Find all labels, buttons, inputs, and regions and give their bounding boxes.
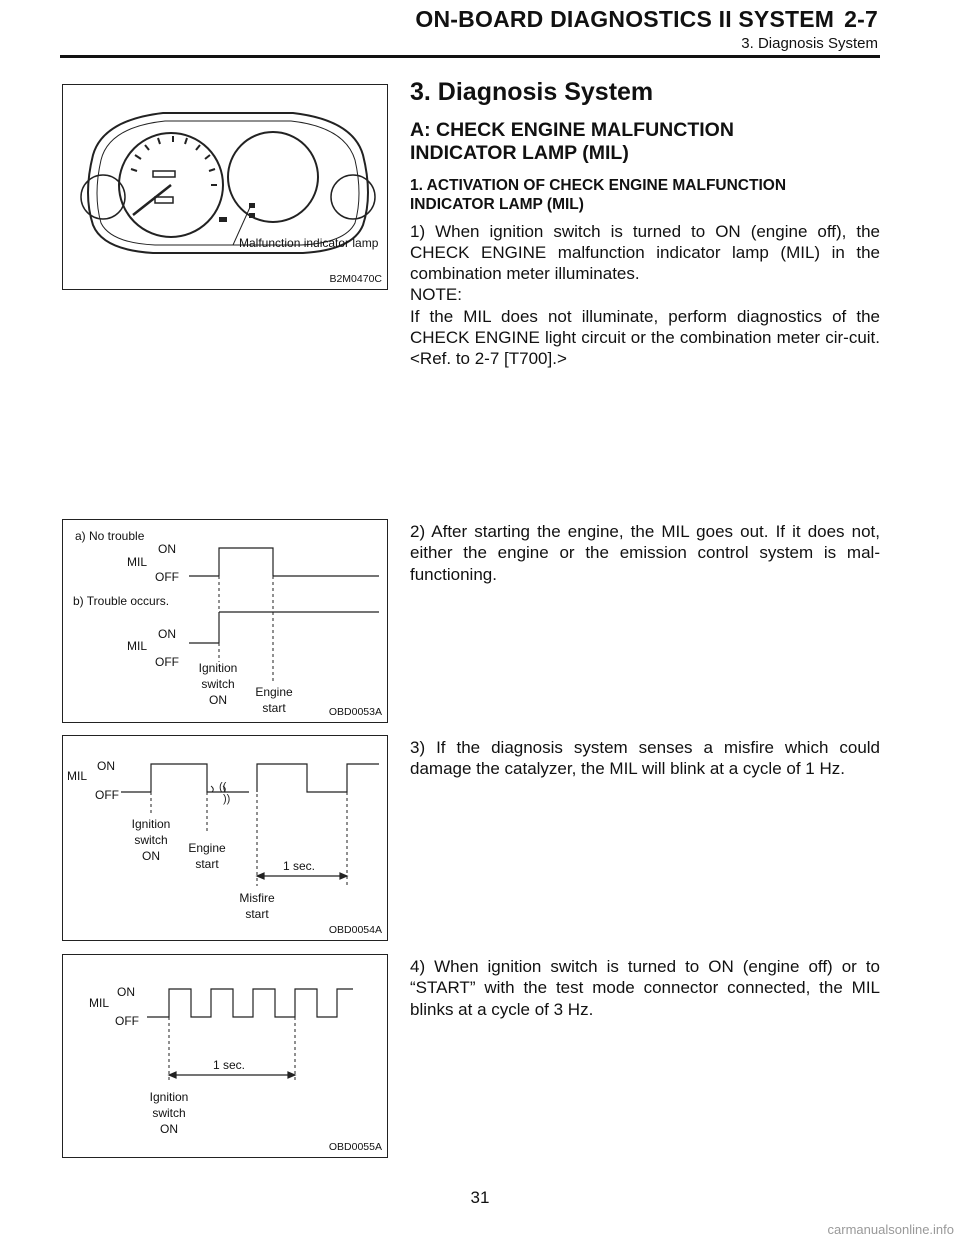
ign-line2: switch (201, 677, 235, 692)
figure-code: B2M0470C (329, 273, 382, 285)
label-trouble-occurs: b) Trouble occurs. (73, 594, 170, 608)
label-off: OFF (95, 788, 119, 802)
mis-line2: start (245, 907, 269, 922)
mil-timing-diagram-3 (63, 955, 387, 1157)
header-title-text: ON-BOARD DIAGNOSTICS II SYSTEM (415, 6, 835, 32)
heading-line1: 1. ACTIVATION OF CHECK ENGINE MALFUNCTION (410, 176, 787, 194)
section-title: 3. Diagnosis System (410, 78, 654, 106)
label-off-a: OFF (155, 570, 179, 584)
figure-mil-timing-misfire (62, 735, 388, 941)
label-ignition-switch-on (125, 816, 177, 865)
label-engine-start (184, 840, 230, 872)
eng-line2: start (195, 857, 219, 872)
header-divider (60, 55, 880, 58)
figure-combination-meter (62, 84, 388, 290)
section-text (410, 78, 880, 369)
ign-line3: ON (142, 849, 160, 864)
label-mil-a: MIL (127, 555, 148, 569)
callout-malfunction-indicator-lamp: Malfunction indicator lamp (239, 236, 379, 250)
ign-line1: Ignition (149, 1090, 189, 1104)
page-header-title (0, 6, 878, 33)
ign-line1: Ignition (131, 817, 171, 831)
eng-line1: Engine (255, 685, 293, 699)
paragraph-2: 2) After starting the engine, the MIL goes out. If it does not, either the engine or the emission control system is mal-functioning. (410, 522, 880, 584)
eng-line2: start (262, 701, 286, 716)
figure-code: OBD0055A (328, 1141, 382, 1153)
svg-text:)): )) (223, 793, 231, 805)
subsection-title-line2: INDICATOR LAMP (MIL) (410, 142, 629, 165)
heading-activation (410, 176, 880, 215)
svg-text:((: (( (219, 781, 227, 793)
page-number: 31 (470, 1188, 490, 1207)
note-text: If the MIL does not illuminate, perform diagnostics of the CHECK ENGINE light circuit or the combination meter cir-cuit. <Ref. to 2-7 [T700].> (410, 306, 880, 369)
label-mil: MIL (67, 769, 88, 783)
label-ignition-switch-on (143, 1089, 195, 1138)
figure-code: OBD0053A (328, 706, 382, 718)
label-mil-b: MIL (127, 639, 148, 653)
note-label: NOTE: (410, 285, 462, 305)
label-mil: MIL (89, 996, 110, 1010)
label-no-trouble: a) No trouble (75, 529, 145, 543)
label-period-1-sec: 1 sec. (283, 859, 316, 873)
label-on-a: ON (158, 542, 176, 556)
label-on: ON (117, 985, 135, 999)
figure-mil-timing-test-mode (62, 954, 388, 1158)
ign-line2: switch (152, 1106, 186, 1121)
paragraph-4: 4) When ignition switch is turned to ON (engine off) or to “START” with the test mode connector connected, the MIL blinks at a cycle of 3 Hz. (410, 957, 880, 1019)
label-ignition-switch-on (193, 660, 243, 709)
ign-line3: ON (160, 1122, 178, 1137)
eng-line1: Engine (188, 841, 226, 855)
label-engine-start (251, 684, 297, 716)
label-period-1-sec: 1 sec. (213, 1058, 246, 1072)
label-off: OFF (115, 1014, 139, 1028)
header-subtitle: 3. Diagnosis System (741, 35, 878, 52)
heading-line2: INDICATOR LAMP (MIL) (410, 196, 584, 214)
label-on: ON (97, 759, 115, 773)
paragraph-1: 1) When ignition switch is turned to ON (engine off), the CHECK ENGINE malfunction indicator lamp (MIL) in the combination meter illuminates. (410, 221, 880, 284)
header-section-number: 2-7 (844, 6, 878, 32)
label-off-b: OFF (155, 655, 179, 669)
watermark: carmanualsonline.info (827, 1222, 954, 1237)
subsection-title-line1: A: CHECK ENGINE MALFUNCTION (410, 119, 734, 141)
subsection-title (410, 119, 880, 166)
ign-line2: switch (134, 833, 168, 848)
paragraph-3: 3) If the diagnosis system senses a misfire which could damage the catalyzer, the MIL will blink at a cycle of 1 Hz. (410, 738, 880, 779)
label-on-b: ON (158, 627, 176, 641)
label-misfire-start (233, 890, 281, 922)
mis-line1: Misfire (239, 891, 275, 905)
figure-code: OBD0054A (328, 924, 382, 936)
figure-mil-timing-no-trouble (62, 519, 388, 723)
ign-line1: Ignition (198, 661, 238, 675)
combination-meter-illustration (63, 85, 387, 289)
ign-line3: ON (209, 693, 227, 708)
